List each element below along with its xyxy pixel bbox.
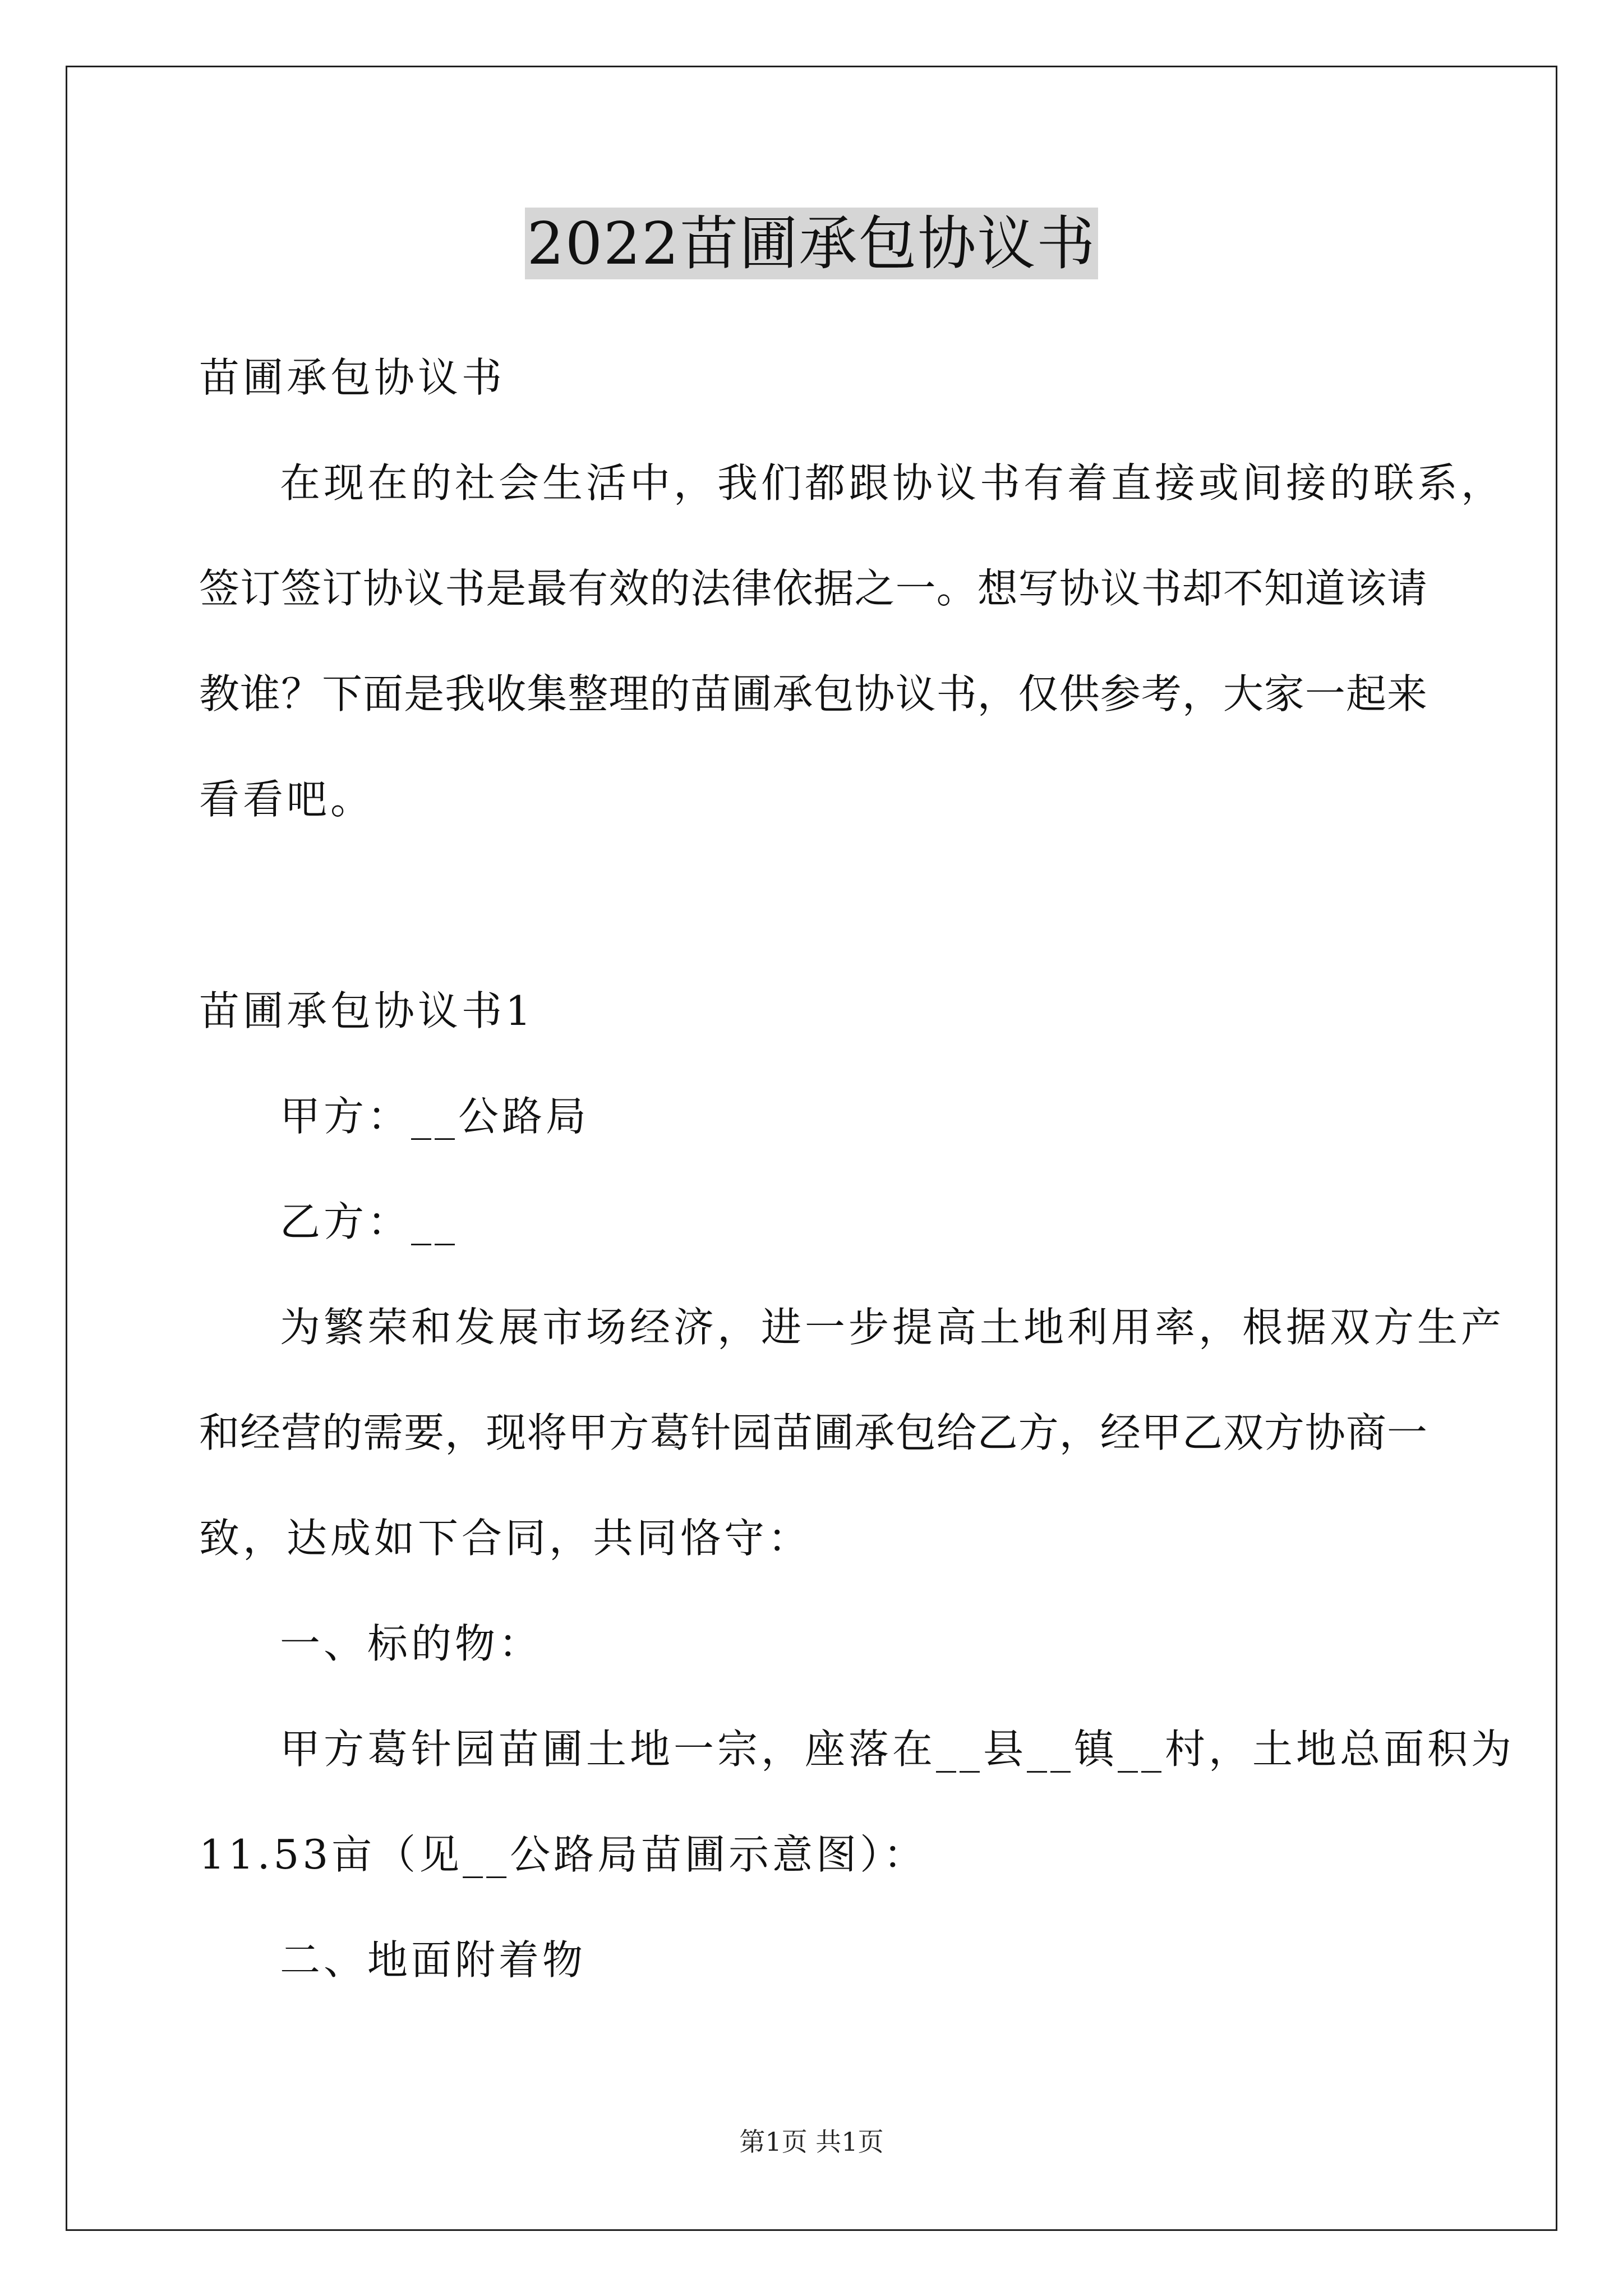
paragraph-line: 甲方葛针园苗圃土地一宗，座落在__县__镇__村，土地总面积为: [280, 1726, 1515, 1773]
paragraph-line: 为繁荣和发展市场经济，进一步提高土地利用率，根据双方生产: [280, 1304, 1505, 1351]
paragraph-line: 致，达成如下合同，共同恪守：: [199, 1515, 812, 1562]
clause-heading: 二、地面附着物: [280, 1936, 587, 1984]
paragraph-line: 在现在的社会生活中，我们都跟协议书有着直接或间接的联系，: [280, 459, 1505, 507]
paragraph-line: 签订签订协议书是最有效的法律依据之一。想写协议书却不知道该请: [199, 565, 1427, 612]
title-container: [0, 208, 1623, 279]
paragraph-line: 和经营的需要，现将甲方葛针园苗圃承包给乙方，经甲乙双方协商一: [199, 1409, 1427, 1456]
section-heading: 苗圃承包协议书: [199, 354, 506, 401]
party-a-line: 甲方：__公路局: [280, 1093, 590, 1140]
paragraph-line: 看看吧。: [199, 776, 375, 823]
paragraph-line: 教谁？下面是我收集整理的苗圃承包协议书，仅供参考，大家一起来: [199, 670, 1427, 717]
paragraph-line: 11.53亩（见__公路局苗圃示意图）：: [199, 1831, 928, 1878]
document-title: 2022苗圃承包协议书: [525, 208, 1099, 279]
party-b-line: 乙方：__: [280, 1198, 459, 1245]
page-footer: 第1页 共1页: [739, 2127, 884, 2157]
clause-heading: 一、标的物：: [280, 1620, 543, 1667]
section-heading: 苗圃承包协议书1: [199, 987, 534, 1034]
